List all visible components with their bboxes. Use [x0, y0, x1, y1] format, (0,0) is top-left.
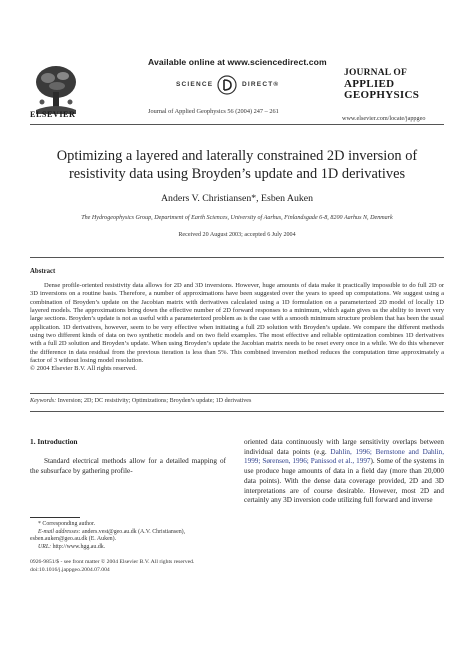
sciencedirect-left-text: SCIENCE [176, 81, 214, 88]
sciencedirect-d-icon [216, 74, 238, 96]
header-divider [30, 124, 444, 125]
journal-title-line1: JOURNAL OF [344, 68, 407, 78]
journal-title-line2: APPLIED [344, 77, 395, 90]
article-title-line2: resistivity data using Broyden’s update and 1D derivatives [68, 166, 406, 182]
article-title [30, 147, 444, 183]
abstract-copyright: © 2004 Elsevier B.V. All rights reserved. [30, 365, 137, 373]
introduction-left-paragraph: Standard electrical methods allow for a detailed mapping of the subsurface by gathering profile- [30, 457, 226, 475]
bottom-metadata [30, 559, 330, 574]
sciencedirect-logo [176, 75, 298, 97]
introduction-right-column [244, 438, 444, 506]
keywords-divider [30, 393, 444, 394]
abstract-top-divider [30, 257, 444, 258]
footnote-email-1[interactable]: anders.vest@geo.au.dk (A.V. Christiansen), [80, 528, 186, 535]
available-online-text: Available online at www.sciencedirect.com [148, 57, 327, 67]
intro-right-text-2: ). Some of the systems in use produce huge amounts of data in a field day (more than 20,000 data points). With the dense data coverage provided, 2D and 3D interpretations are of course desirable. However, most 2D and certainly any 3D inversion code utilizing full forward and inverse [244, 457, 444, 505]
author-affiliation: The Hydrogeophysics Group, Department of Earth Sciences, University of Aarhus, Finlandsgade 6-8, 8200 Aarhus N, Denmark [81, 215, 393, 221]
doi-line[interactable]: doi:10.1016/j.jappgeo.2004.07.004 [30, 566, 110, 573]
introduction-left-column [30, 457, 226, 476]
journal-title-logo [344, 69, 448, 101]
article-authors: Anders V. Christiansen*, Esben Auken [160, 193, 314, 204]
footnote-corresponding: * Corresponding author. [38, 521, 96, 527]
footnote-url [30, 544, 226, 552]
footnote-divider [30, 517, 80, 518]
footnote [30, 521, 226, 551]
keywords-line [30, 398, 444, 404]
footnote-url-label: URL: [38, 543, 52, 550]
abstract-heading: Abstract [30, 268, 56, 275]
footnote-email-2[interactable]: esben.auken@geo.au.dk (E. Auken). [30, 536, 117, 543]
journal-reference: Journal of Applied Geophysics 56 (2004) 247 – 261 [148, 108, 279, 115]
intro-right-text-1: oriented data continuously with large sensitivity overlaps between individual data points (e.g. [244, 438, 444, 456]
footnote-email-label: E-mail addresses: [38, 528, 81, 535]
citation-link[interactable]: Dahlin, 1996; Bernstone and Dahlin, 1999; Sørensen, 1996; Panissod et al., 1997 [244, 447, 444, 466]
keywords-label: Keywords: [30, 398, 57, 404]
sciencedirect-right-text: DIRECT® [242, 81, 280, 88]
footnote-url-value[interactable]: http://www.hgg.au.dk. [51, 543, 106, 550]
journal-url[interactable]: www.elsevier.com/locate/jappgeo [342, 115, 426, 122]
received-dates: Received 20 August 2003; accepted 6 July 2004 [178, 232, 296, 238]
publisher-name: ELSEVIER [30, 110, 76, 119]
elsevier-tree-logo-icon [30, 62, 82, 114]
issn-line: 0926-9851/$ - see front matter © 2004 Elsevier B.V. All rights reserved. [30, 559, 195, 565]
introduction-right-paragraph [244, 438, 444, 506]
abstract-text: Dense profile-oriented resistivity data allows for 2D and 3D inversions. However, huge amounts of data make it practically impossible to do full 2D or 3D inversions on a routine basis. Therefore, a number of approximations have been suggested over the years to speed up computations. We suggest using a combination of Broyden’s update on the Jacobian matrix with derivatives calculated using a 1D formulation on a parameterized 2D model of locally 1D layered models. The approximations bring down the effective number of 2D forward responses to a minimum, which again gives us the ability to invert very large sections. Broyden’s update is not as useful with a parameterized problem as is the case with a smooth minimum structure problem that has been the usual application. 1D derivatives, however, seem to be very effective when initiating a full 2D solution with Broyden’s update. We compare the different methods using two different kinds of data on two synthetic models and on two field examples. The most effective and reliable optimization combines 1D derivatives with a full 2D solution and Broyden’s update. When using Broyden’s update the Jacobian matrix needs to be reset every once in a while. We do this whenever the difference in data residual from the previous iteration is less than 5%. This combined inversion method reduces the computation time approximately a factor of 3 without losing model resolution. [30, 282, 444, 365]
article-title-line1: Optimizing a layered and laterally constrained 2D inversion of [56, 148, 418, 164]
introduction-heading: 1. Introduction [30, 437, 78, 446]
abstract-body [30, 282, 444, 374]
body-top-divider [30, 411, 444, 412]
journal-title-line3: GEOPHYSICS [344, 88, 420, 101]
keywords-text: Inversion; 2D; DC resistivity; Optimizations; Broyden’s update; 1D derivatives [56, 398, 252, 404]
